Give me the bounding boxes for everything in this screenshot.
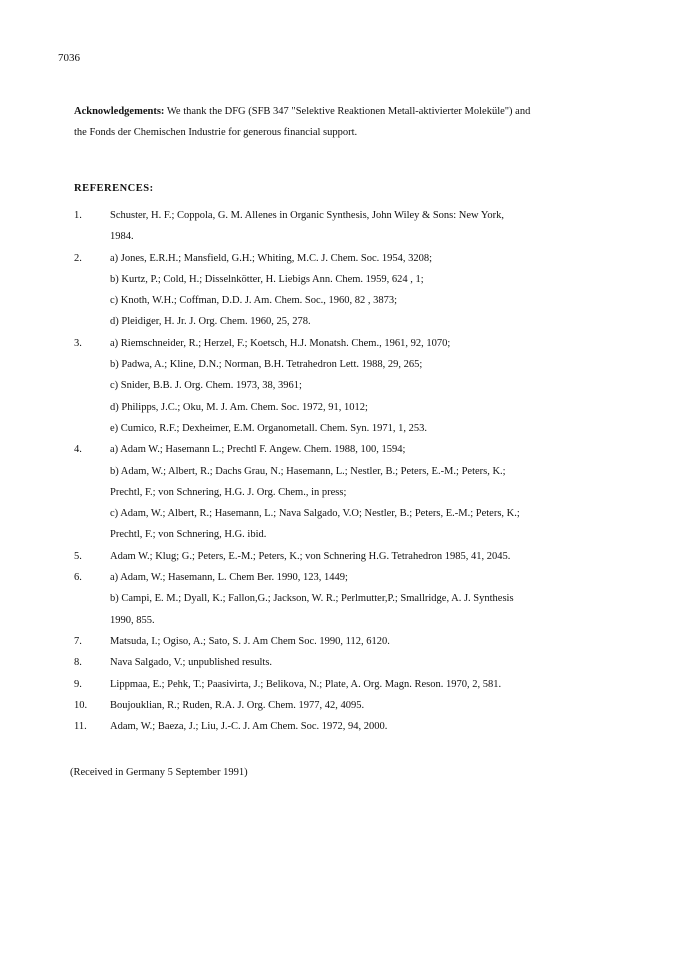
references-heading: REFERENCES: [74, 183, 154, 194]
received-date: (Received in Germany 5 September 1991) [70, 767, 248, 778]
reference-line: c) Knoth, W.H.; Coffman, D.D. J. Am. Chem. Soc., 1960, 82 , 3873; [110, 295, 398, 307]
reference-line: Matsuda, I.; Ogiso, A.; Sato, S. J. Am Chem Soc. 1990, 112, 6120. [110, 635, 390, 647]
reference-number: 4. [74, 444, 82, 456]
reference-line: b) Padwa, A.; Kline, D.N.; Norman, B.H. Tetrahedron Lett. 1988, 29, 265; [110, 359, 423, 371]
reference-body [110, 205, 634, 248]
reference-item [74, 567, 634, 631]
reference-number: 2. [74, 252, 82, 264]
page-number: 7036 [58, 52, 80, 64]
acknowledgements-text-1: We thank the DFG (SFB 347 "Selektive Reaktionen Metall-aktivierter Moleküle") and [166, 106, 531, 117]
reference-line: c) Snider, B.B. J. Org. Chem. 1973, 38, 3961; [110, 380, 302, 392]
reference-line: c) Adam, W.; Albert, R.; Hasemann, L.; Nava Salgado, V.O; Nestler, B.; Peters, E.-M.; Peters, K.; [110, 508, 520, 520]
reference-line: a) Adam W.; Hasemann L.; Prechtl F. Angew. Chem. 1988, 100, 1594; [110, 444, 406, 456]
reference-body [110, 652, 634, 673]
reference-item [74, 716, 634, 737]
reference-line: b) Kurtz, P.; Cold, H.; Disselnkötter, H. Liebigs Ann. Chem. 1959, 624 , 1; [110, 273, 424, 285]
reference-number: 1. [74, 210, 82, 221]
reference-body [110, 716, 634, 737]
reference-line: d) Philipps, J.C.; Oku, M. J. Am. Chem. Soc. 1972, 91, 1012; [110, 401, 368, 413]
reference-line: a) Adam, W.; Hasemann, L. Chem Ber. 1990, 123, 1449; [110, 572, 348, 584]
reference-line: Prechtl, F.; von Schnering, H.G. ibid. [110, 529, 267, 541]
reference-body [110, 695, 634, 716]
reference-line: e) Cumico, R.F.; Dexheimer, E.M. Organometall. Chem. Syn. 1971, 1, 253. [110, 422, 428, 434]
reference-number: 7. [74, 635, 82, 647]
reference-item [74, 205, 634, 248]
reference-number: 9. [74, 678, 82, 690]
references-list [74, 205, 634, 737]
reference-item [74, 674, 634, 695]
reference-item [74, 652, 634, 673]
reference-body [110, 333, 634, 439]
reference-item [74, 546, 634, 567]
reference-line: Nava Salgado, V.; unpublished results. [110, 657, 273, 669]
reference-line: Adam, W.; Baeza, J.; Liu, J.-C. J. Am Chem. Soc. 1972, 94, 2000. [110, 721, 388, 733]
reference-number: 11. [74, 721, 87, 733]
reference-body [110, 439, 634, 545]
reference-body [110, 631, 634, 652]
reference-item [74, 333, 634, 439]
reference-number: 8. [74, 657, 82, 669]
reference-line: Prechtl, F.; von Schnering, H.G. J. Org. Chem., in press; [110, 486, 347, 498]
reference-line: Boujouklian, R.; Ruden, R.A. J. Org. Chem. 1977, 42, 4095. [110, 699, 365, 711]
reference-line: a) Riemschneider, R.; Herzel, F.; Koetsch, H.J. Monatsh. Chem., 1961, 92, 1070; [110, 337, 451, 349]
reference-line: 1984. [110, 231, 134, 243]
reference-number: 5. [74, 550, 82, 562]
reference-line: b) Adam, W.; Albert, R.; Dachs Grau, N.; Hasemann, L.; Nestler, B.; Peters, E.-M.; Peters, K.; [110, 465, 506, 477]
reference-line: b) Campi, E. M.; Dyall, K.; Fallon,G.; Jackson, W. R.; Perlmutter,P.; Smallridge, A. J. Synthesis [110, 593, 514, 605]
acknowledgements-text-2: the Fonds der Chemischen Industrie for generous financial support. [74, 127, 358, 139]
reference-number: 10. [74, 699, 88, 711]
reference-line: Adam W.; Klug; G.; Peters, E.-M.; Peters, K.; von Schnering H.G. Tetrahedron 1985, 41, 2045. [110, 550, 511, 562]
acknowledgements [74, 101, 634, 144]
reference-body [110, 674, 634, 695]
reference-line: Lippmaa, E.; Pehk, T.; Paasivirta, J.; Belikova, N.; Plate, A. Org. Magn. Reson. 1970, 2, 581. [110, 678, 502, 690]
reference-line: a) Jones, E.R.H.; Mansfield, G.H.; Whiting, M.C. J. Chem. Soc. 1954, 3208; [110, 252, 433, 264]
reference-body [110, 567, 634, 631]
acknowledgements-label: Acknowledgements: [74, 106, 165, 117]
reference-item [74, 695, 634, 716]
reference-line: d) Pleidiger, H. Jr. J. Org. Chem. 1960, 25, 278. [110, 316, 311, 328]
reference-body [110, 248, 634, 333]
reference-line: 1990, 855. [110, 614, 155, 626]
reference-body [110, 546, 634, 567]
reference-line: Schuster, H. F.; Coppola, G. M. Allenes in Organic Synthesis, John Wiley & Sons: New York, [110, 210, 505, 221]
reference-item [74, 439, 634, 545]
reference-item [74, 631, 634, 652]
reference-number: 3. [74, 337, 82, 349]
reference-item [74, 248, 634, 333]
reference-number: 6. [74, 572, 82, 584]
